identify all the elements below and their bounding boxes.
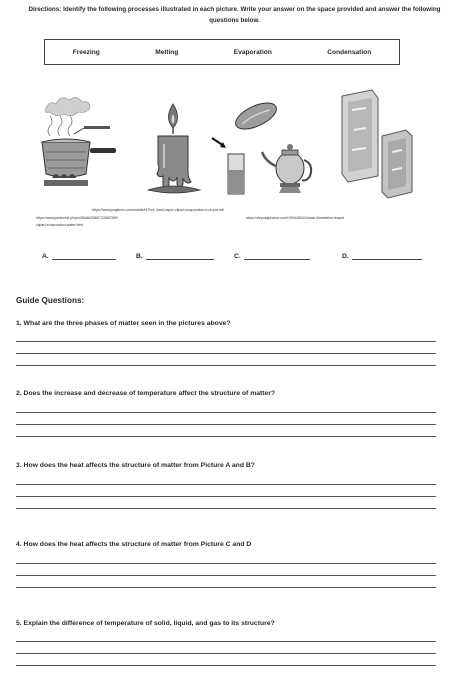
answer-c-label: C. <box>234 253 241 260</box>
answer-line[interactable] <box>16 653 436 654</box>
answer-line[interactable] <box>16 365 436 366</box>
word-bank-item-melting: Melting <box>155 48 179 56</box>
answer-a-blank[interactable] <box>52 252 116 260</box>
answer-a-label: A. <box>42 253 49 260</box>
answer-line[interactable] <box>16 412 436 413</box>
answer-line[interactable] <box>16 341 436 342</box>
answer-line[interactable] <box>16 508 436 509</box>
picture-d-ice-cubes <box>342 90 412 198</box>
word-bank-item-evaporation: Evaporation <box>233 48 272 56</box>
answer-line[interactable] <box>16 587 436 588</box>
question-1: 1. What are the three phases of matter seen in the pictures above? <box>16 320 231 327</box>
answer-b <box>136 252 214 260</box>
answer-line[interactable] <box>16 665 436 666</box>
image-source-link-3[interactable]: https://depositphotos.com/199445542/stock-illustration-teapot <box>246 216 344 220</box>
question-3: 3. How does the heat affects the structure of matter from Picture A and B? <box>16 462 255 469</box>
image-source-link-2[interactable]: https://www.pinterest.ph/pin/564843965722582389/ <box>36 216 118 220</box>
answer-d-blank[interactable] <box>352 252 422 260</box>
word-bank <box>44 39 400 65</box>
picture-b-melting-candle <box>148 104 200 193</box>
question-4: 4. How does the heat affects the structure of matter from Picture C and D <box>16 541 252 548</box>
question-2: 2. Does the increase and decrease of temperature affect the structure of matter? <box>16 390 276 397</box>
answer-line[interactable] <box>16 436 436 437</box>
answer-line[interactable] <box>16 353 436 354</box>
picture-a-steaming-pot <box>42 97 116 186</box>
picture-c-teapot-and-glass <box>212 98 311 194</box>
answer-line[interactable] <box>16 424 436 425</box>
directions-text: Directions: Identify the following processes illustrated in each picture. Write your answer on the space provided and answer the following questions below. <box>28 6 441 24</box>
answer-line[interactable] <box>16 484 436 485</box>
image-source-link-4[interactable]: clipart-evaporation-water.html <box>36 223 84 227</box>
answer-d-label: D. <box>342 253 349 260</box>
answer-line[interactable] <box>16 575 436 576</box>
image-source-link-1[interactable]: https://www.pngitem.com/middle/hiTho/_food-vapor-clipart-evaporation-in-a-pot-hd/ <box>92 208 225 212</box>
answer-b-blank[interactable] <box>146 252 214 260</box>
process-pictures <box>36 86 428 204</box>
answer-b-label: B. <box>136 253 143 260</box>
answer-c <box>234 252 310 260</box>
answer-line[interactable] <box>16 641 436 642</box>
answer-line[interactable] <box>16 496 436 497</box>
question-5: 5. Explain the difference of temperature of solid, liquid, and gas to its structure? <box>16 620 275 627</box>
answer-d <box>342 252 422 260</box>
answer-blanks <box>36 252 436 266</box>
answer-a <box>42 252 116 260</box>
word-bank-item-condensation: Condensation <box>327 48 372 56</box>
guide-questions-heading: Guide Questions: <box>16 296 85 305</box>
word-bank-item-freezing: Freezing <box>72 48 100 56</box>
answer-c-blank[interactable] <box>244 252 310 260</box>
answer-line[interactable] <box>16 563 436 564</box>
